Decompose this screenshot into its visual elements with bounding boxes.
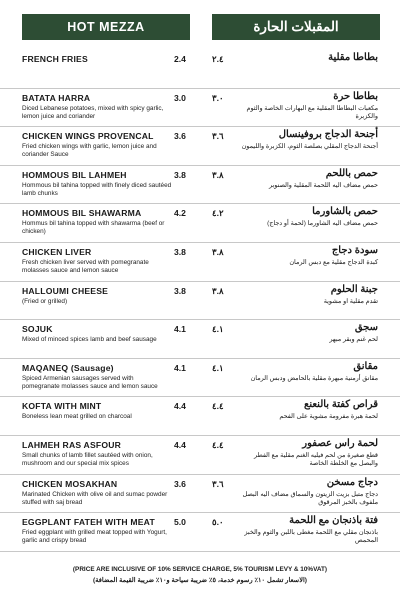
menu-item — [0, 204, 400, 243]
menu-item-name-ar: لحمة راس عصفور — [302, 437, 378, 449]
menu-item-name-ar: بطاطا حرة — [333, 90, 378, 102]
menu-item-desc-ar: حمص مضاف اليه اللحمة المقلية والصنوبر — [268, 181, 378, 189]
menu-item-price-en: 4.2 — [174, 208, 186, 219]
menu-item-name-ar: فتة باذنجان مع اللحمة — [289, 515, 378, 527]
section-title-ar: المقبلات الحارة — [212, 14, 380, 40]
menu-item-name-en: FRENCH FRIES — [22, 54, 88, 64]
menu-item-name-en: BATATA HARRA — [22, 92, 91, 103]
menu-item-desc-en: Mixed of minced spices lamb and beef sausage — [22, 336, 157, 344]
menu-item-price-ar: ٣.٠ — [212, 92, 224, 103]
menu-item-price-en: 4.1 — [174, 324, 186, 335]
menu-item-desc-en: Spiced Armenian sausages served with pomegranate molasses sauce and lemon sauce — [22, 374, 158, 390]
menu-item — [0, 166, 400, 205]
section-title-en: HOT MEZZA — [22, 14, 190, 40]
menu-item-name-en: LAHMEH RAS ASFOUR — [22, 439, 122, 450]
menu-item — [0, 397, 400, 436]
menu-item-price-en: 2.4 — [174, 54, 186, 64]
menu-item-desc-ar: لحمة هبرة مفرومة مشوية على الفحم — [279, 413, 378, 421]
menu-item-name-en: EGGPLANT FATEH WITH MEAT — [22, 517, 155, 528]
menu-item-price-en: 3.6 — [174, 478, 186, 489]
menu-item — [0, 127, 400, 166]
menu-item-name-en: CHICKEN WINGS PROVENCAL — [22, 131, 154, 142]
menu-item — [0, 282, 400, 321]
menu-item-desc-en: Boneless lean meat grilled on charcoal — [22, 413, 132, 421]
menu-item-price-en: 4.1 — [174, 362, 186, 373]
menu-item-price-ar: ٢.٤ — [212, 54, 224, 64]
menu-item-name-en: CHICKEN LIVER — [22, 246, 92, 257]
menu-item — [0, 320, 400, 359]
menu-item-desc-en: Diced Lebanese potatoes, mixed with spicy garlic, lemon juice and coriander — [22, 104, 164, 120]
menu-item-name-en: MAQANEQ (Sausage) — [22, 362, 114, 373]
menu-item-price-en: 5.0 — [174, 517, 186, 528]
menu-item — [0, 436, 400, 475]
menu-item-price-en: 3.8 — [174, 246, 186, 257]
menu-item-desc-ar: أجنحة الدجاج المقلي بصلصة الثوم، الكزبرة والليمون — [241, 143, 378, 151]
menu-item-name-ar: قراص كفتة بالنعنع — [304, 399, 378, 411]
menu-item-desc-ar: تقدم مقلية او مشوية — [323, 297, 378, 305]
menu-item-desc-en: Hommous bil tahina topped with finely diced sautéed lamb chunks — [22, 181, 172, 197]
menu-item-name-en: HOMMOUS BIL SHAWARMA — [22, 208, 142, 219]
price-note-ar: (الاسعار تشمل ١٠٪ رسوم خدمة، ٥٪ ضريبة سياحة و١٠٪ ضريبة القيمة المضافة) — [93, 577, 307, 584]
menu-item-name-ar: جبنة الحلوم — [330, 283, 378, 295]
menu-item-price-en: 3.6 — [174, 131, 186, 142]
menu-item-price-ar: ٤.١ — [212, 324, 224, 335]
menu-item-price-ar: ٤.١ — [212, 362, 224, 373]
menu-item-price-ar: ٥.٠ — [212, 517, 224, 528]
menu-item-price-en: 4.4 — [174, 401, 186, 412]
menu-item — [0, 513, 400, 552]
menu-items-list — [0, 50, 400, 552]
menu-item-price-en: 3.8 — [174, 285, 186, 296]
menu-item-price-ar: ٤.٢ — [212, 208, 224, 219]
menu-item-name-ar: حمص باللحم — [325, 167, 378, 179]
menu-item-desc-en: Fried chicken wings with garlic, lemon juice and coriander Sauce — [22, 143, 157, 159]
menu-item-desc-ar: مقانق أرمنية مبهرة مقلية بالحامض ودبس الرمان — [250, 374, 378, 382]
menu-item-price-en: 4.4 — [174, 439, 186, 450]
menu-item-name-en: CHICKEN MOSAKHAN — [22, 478, 118, 489]
menu-item-name-ar: سودة دجاج — [331, 244, 378, 256]
menu-item-name-en: SOJUK — [22, 324, 53, 335]
menu-item — [0, 50, 400, 89]
menu-item-desc-en: Fresh chicken liver served with pomegranate molasses sauce and lemon sauce — [22, 258, 149, 274]
price-note-en: (PRICE ARE INCLUSIVE OF 10% SERVICE CHARGE, 5% TOURISM LEVY & 10%VAT) — [72, 566, 328, 573]
menu-item-name-ar: دجاج مسخن — [326, 476, 378, 488]
menu-item-price-ar: ٣.٨ — [212, 169, 224, 180]
menu-item-desc-ar: دجاج متبل بزيت الزيتون والسماق مضاف اليه البصل ملفوف بالخبز المرقوق — [242, 490, 378, 506]
menu-item-price-ar: ٣.٨ — [212, 246, 224, 257]
menu-item — [0, 243, 400, 282]
menu-item — [0, 359, 400, 398]
menu-item-desc-en: (Fried or grilled) — [22, 297, 68, 305]
menu-item-desc-ar: قطع صغيرة من لحم فيليه الغنم مقلية مع الفطر والبصل مع الخلطة الخاصة — [254, 451, 378, 467]
menu-item-name-en: KOFTA WITH MINT — [22, 401, 102, 412]
menu-item-price-en: 3.0 — [174, 92, 186, 103]
menu-item-name-ar: مقانق — [353, 360, 378, 372]
menu-item — [0, 475, 400, 514]
menu-item-price-ar: ٣.٦ — [212, 131, 224, 142]
menu-item-name-en: HOMMOUS BIL LAHMEH — [22, 169, 127, 180]
menu-item-name-ar: حمص بالشاورما — [312, 206, 378, 218]
menu-item-desc-ar: حمص مضاف اليه الشاورما (لحمة أو دجاج) — [267, 220, 378, 228]
menu-item-price-ar: ٣.٦ — [212, 478, 224, 489]
menu-item — [0, 89, 400, 128]
menu-item-price-en: 3.8 — [174, 169, 186, 180]
menu-item-desc-ar: مكعبات البطاطا المقلية مع البهارات الخاصة والثوم والكزبرة — [246, 104, 378, 120]
menu-item-name-ar: سجق — [354, 322, 378, 334]
menu-item-desc-ar: لحم غنم وبقر مبهر — [329, 336, 378, 344]
menu-item-desc-en: Hommus bil tahina topped with shawarma (beef or chicken) — [22, 220, 165, 236]
menu-item-desc-en: Fried eggplant with grilled meat topped with Yogurt, garlic and crispy bread — [22, 529, 167, 545]
menu-item-price-ar: ٤.٤ — [212, 401, 224, 412]
menu-item-desc-ar: باذنجان مقلي مع اللحمة مغطى باللبن والثوم والخبز المحمص — [244, 529, 378, 545]
menu-item-desc-ar: كبدة الدجاج مقلية مع دبس الرمان — [289, 258, 378, 266]
menu-item-desc-en: Small chunks of lamb fillet sautéed with onion, mushroom and our special mix spices — [22, 451, 153, 467]
menu-item-price-ar: ٣.٨ — [212, 285, 224, 296]
menu-item-desc-en: Marinated Chicken with olive oil and sumac powder stuffed with saj bread — [22, 490, 168, 506]
menu-item-name-en: HALLOUMI CHEESE — [22, 285, 109, 296]
menu-item-name-ar: أجنحة الدجاج بروفينسال — [278, 129, 378, 141]
menu-item-price-ar: ٤.٤ — [212, 439, 224, 450]
menu-item-name-ar: بطاطا مقلية — [328, 52, 378, 63]
